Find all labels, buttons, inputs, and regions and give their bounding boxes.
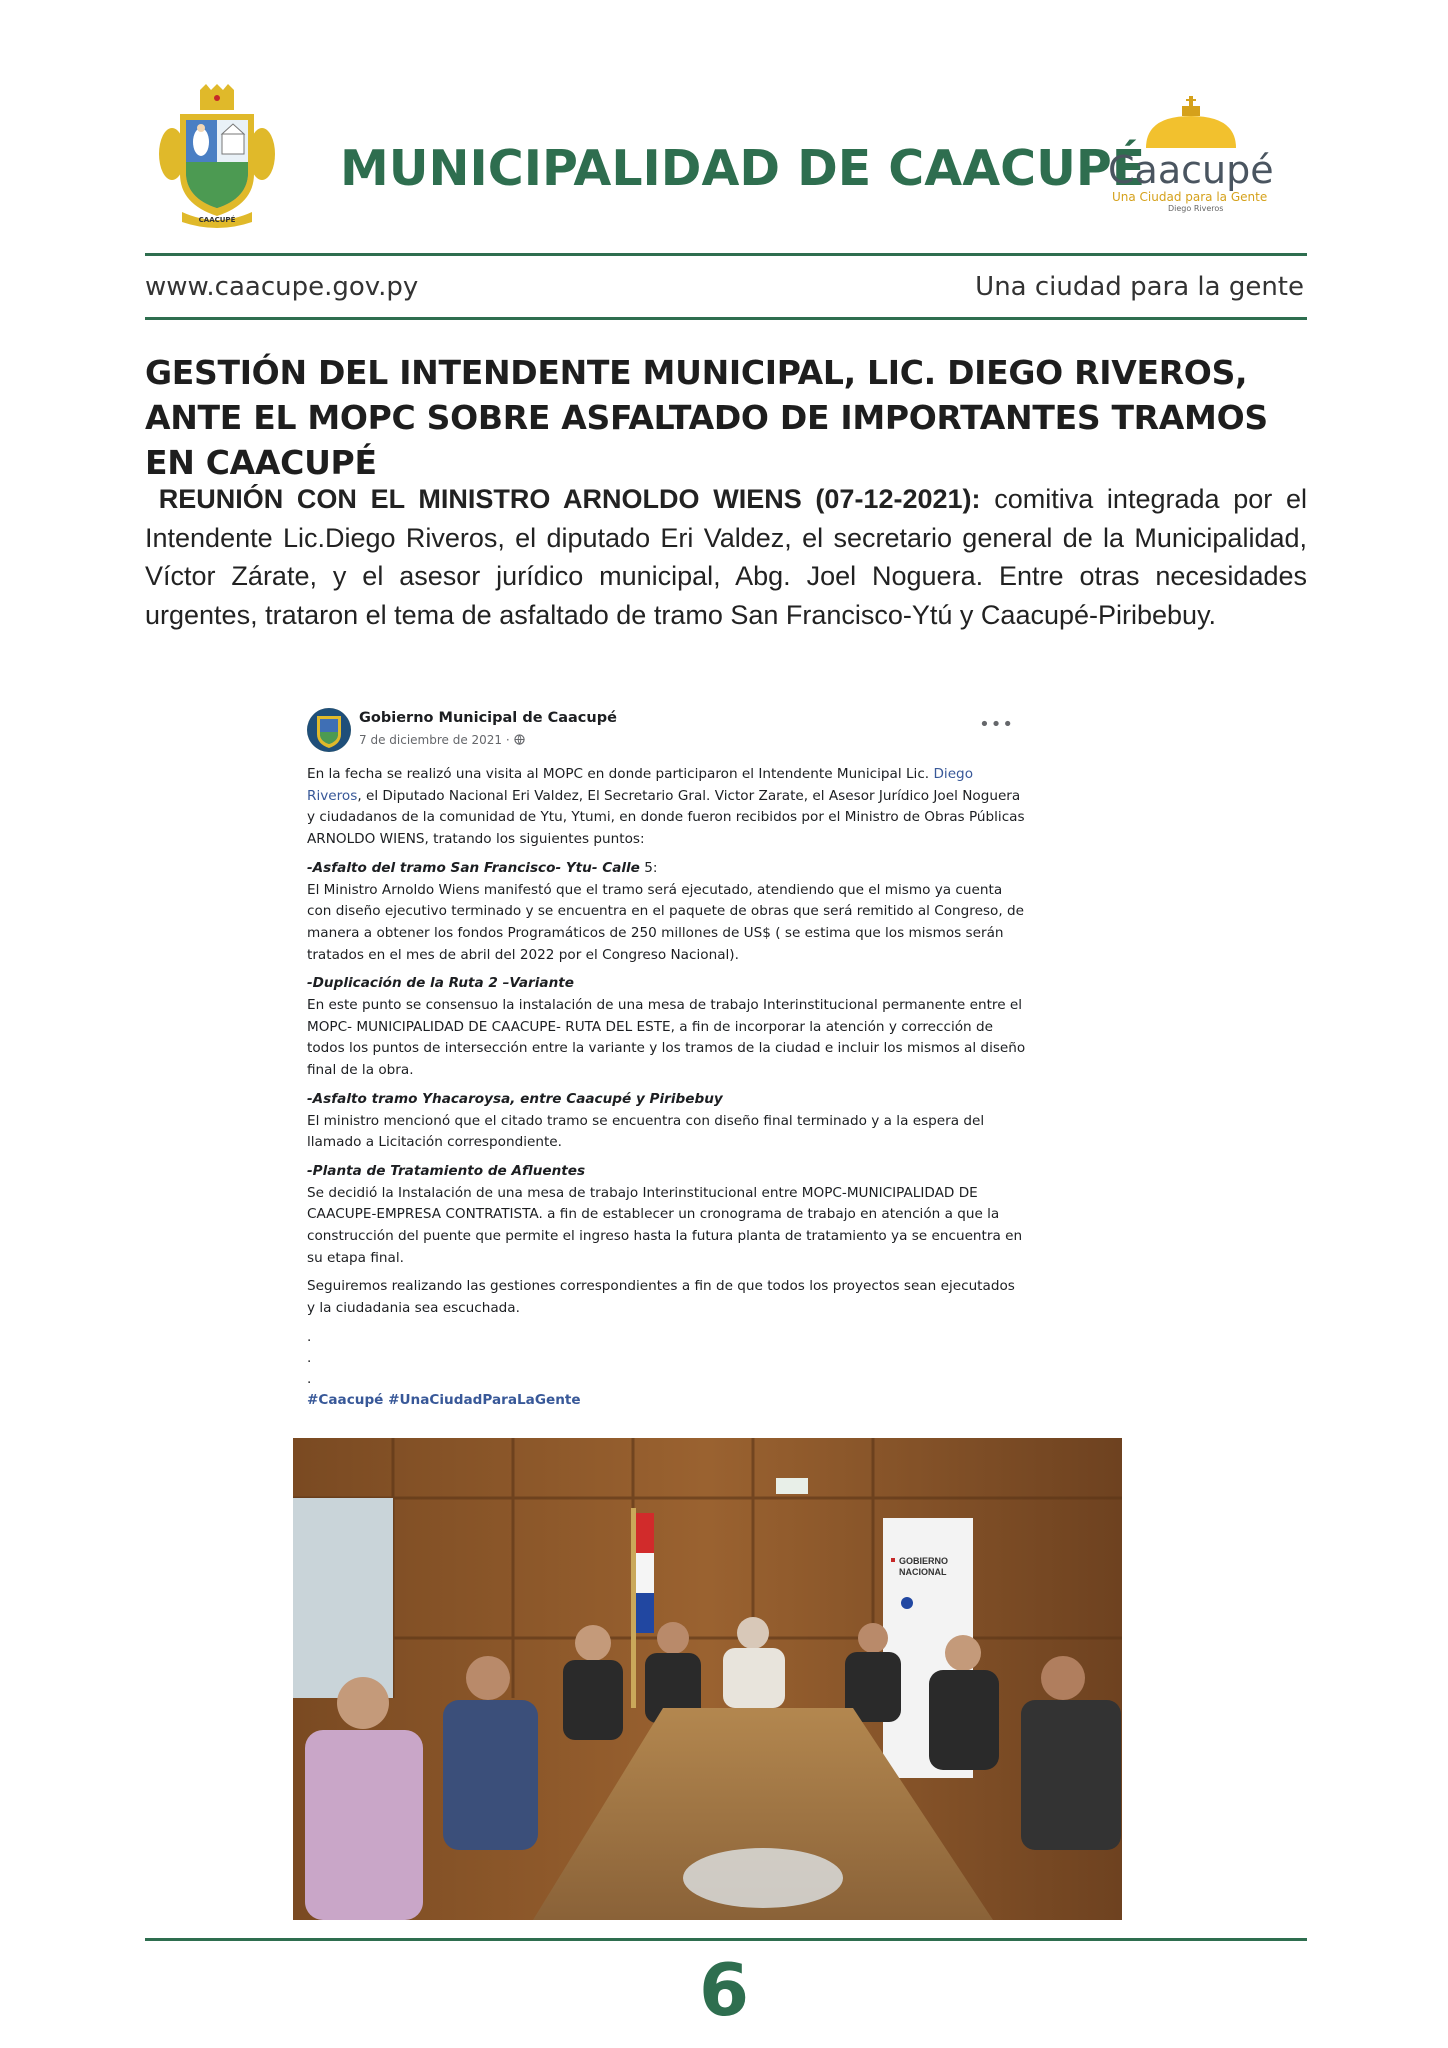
- intro-paragraph: [145, 480, 1307, 634]
- post-dot: .: [307, 1349, 312, 1366]
- subheader-divider: [145, 317, 1307, 320]
- tagline: Una ciudad para la gente: [975, 272, 1304, 302]
- post-hashtags[interactable]: #Caacupé #UnaCiudadParaLaGente: [307, 1391, 581, 1408]
- avatar[interactable]: [307, 708, 351, 752]
- bottom-divider: [145, 1938, 1307, 1941]
- section-text: Se decidió la Instalación de una mesa de trabajo Interinstitucional entre MOPC-MUNICIPALIDAD DE CAACUPE-EMPRESA CONTRATISTA. a fin de establecer un cronograma de trabajo en atención a que la construcción del puente que permite el ingreso hasta la futura planta de tratamiento ya se encuentra en su etapa final.: [307, 1184, 1023, 1266]
- intro-lead: REUNIÓN CON EL MINISTRO ARNOLDO WIENS (07-12-2021):: [158, 484, 981, 514]
- post-dot: .: [307, 1328, 312, 1345]
- article-headline: GESTIÓN DEL INTENDENTE MUNICIPAL, LIC. DIEGO RIVEROS, ANTE EL MOPC SOBRE ASFALTADO DE IMPORTANTES TRAMOS EN CAACUPÉ: [145, 353, 1268, 482]
- mention-link[interactable]: Diego Riveros: [307, 766, 974, 804]
- more-options-icon[interactable]: •••: [979, 714, 1014, 735]
- banner-text: GOBIERNO: [899, 1556, 949, 1566]
- municipal-crest-logo: [158, 84, 276, 230]
- post-body: [307, 764, 1027, 1419]
- crest-avatar-icon: [307, 708, 351, 752]
- post-intro-a: En la fecha se realizó una visita al MOPC en donde participaron el Intendente Municipal Lic.: [307, 766, 930, 782]
- post-date[interactable]: [359, 733, 525, 747]
- globe-icon: [514, 734, 525, 745]
- banner-text: NACIONAL: [899, 1567, 947, 1577]
- section-title: -Duplicación de la Ruta 2 –Variante: [307, 975, 574, 992]
- post-section: [307, 973, 1027, 1082]
- section-title-suffix: 5:: [639, 859, 658, 876]
- section-title: -Asfalto tramo Yhacaroysa, entre Caacupé y Piribebuy: [307, 1090, 723, 1107]
- section-text: El Ministro Arnoldo Wiens manifestó que el tramo será ejecutado, atendiendo que el mismo ya cuenta con diseño ejecutivo terminado y se encuentra en el paquete de obras que será remitido al Congreso, de manera a obtener los fondos Programáticos de 250 millones de US$ ( se estima que los mismos serán tratados en el mes de abril del 2022 por el Congreso Nacional).: [307, 881, 1024, 963]
- page-number: 6: [698, 1948, 750, 2032]
- page-header-title: MUNICIPALIDAD DE CAACUPÉ: [340, 140, 1146, 197]
- brand-slogan: Una Ciudad para la Gente: [1112, 190, 1268, 204]
- post-dot: .: [307, 1370, 312, 1387]
- section-title: -Planta de Tratamiento de Afluentes: [307, 1162, 586, 1179]
- post-section: [307, 1089, 1027, 1154]
- section-text: El ministro mencionó que el citado tramo se encuentra con diseño final terminado y a la espera del llamado a Licitación correspondiente.: [307, 1112, 985, 1151]
- meeting-photo: [293, 1438, 1122, 1920]
- section-title: -Asfalto del tramo San Francisco- Ytu- Calle: [307, 859, 640, 876]
- post-intro: [307, 764, 1027, 851]
- facebook-post-screenshot: [293, 700, 1038, 1420]
- section-text: En este punto se consensuo la instalación de una mesa de trabajo Interinstitucional permanente entre el MOPC- MUNICIPALIDAD DE CAACUPE- RUTA DEL ESTE, a fin de incorporar la atención y corrección de todos los puntos de intersección entre la variante y los tramos de la ciudad e incluir los mismos al diseño final de la obra.: [307, 997, 1026, 1079]
- post-date-text: 7 de diciembre de 2021 ·: [359, 733, 510, 747]
- brand-name: Caacupé: [1108, 148, 1274, 192]
- post-section: [307, 858, 1027, 967]
- post-intro-b: , el Diputado Nacional Eri Valdez, El Secretario Gral. Victor Zarate, el Asesor Jurídico Joel Noguera y ciudadanos de la comunidad de Ytu, Ytumi, en donde fueron recibidos por el Ministro de Obras Públicas ARNOLDO WIENS, tratando los siguientes puntos:: [307, 787, 1025, 848]
- post-section: [307, 1161, 1027, 1270]
- post-author[interactable]: Gobierno Municipal de Caacupé: [359, 710, 617, 726]
- brand-person: Diego Riveros: [1168, 204, 1224, 213]
- intro-text: comitiva integrada por el Intendente Lic.Diego Riveros, el diputado Eri Valdez, el secretario general de la Municipalidad, Víctor Zárate, y el asesor jurídico municipal, Abg. Joel Noguera. Entre otras necesidades urgentes, trataron el tema de asfaltado de tramo San Francisco-Ytú y Caacupé-Piribebuy.: [145, 484, 1307, 630]
- post-closing: Seguiremos realizando las gestiones correspondientes a fin de que todos los proyectos sean ejecutados y la ciudadania sea escuchada.: [307, 1278, 1015, 1317]
- crest-label: CAACUPÉ: [198, 216, 236, 224]
- top-divider: [145, 253, 1307, 256]
- website-link[interactable]: www.caacupe.gov.py: [145, 272, 419, 302]
